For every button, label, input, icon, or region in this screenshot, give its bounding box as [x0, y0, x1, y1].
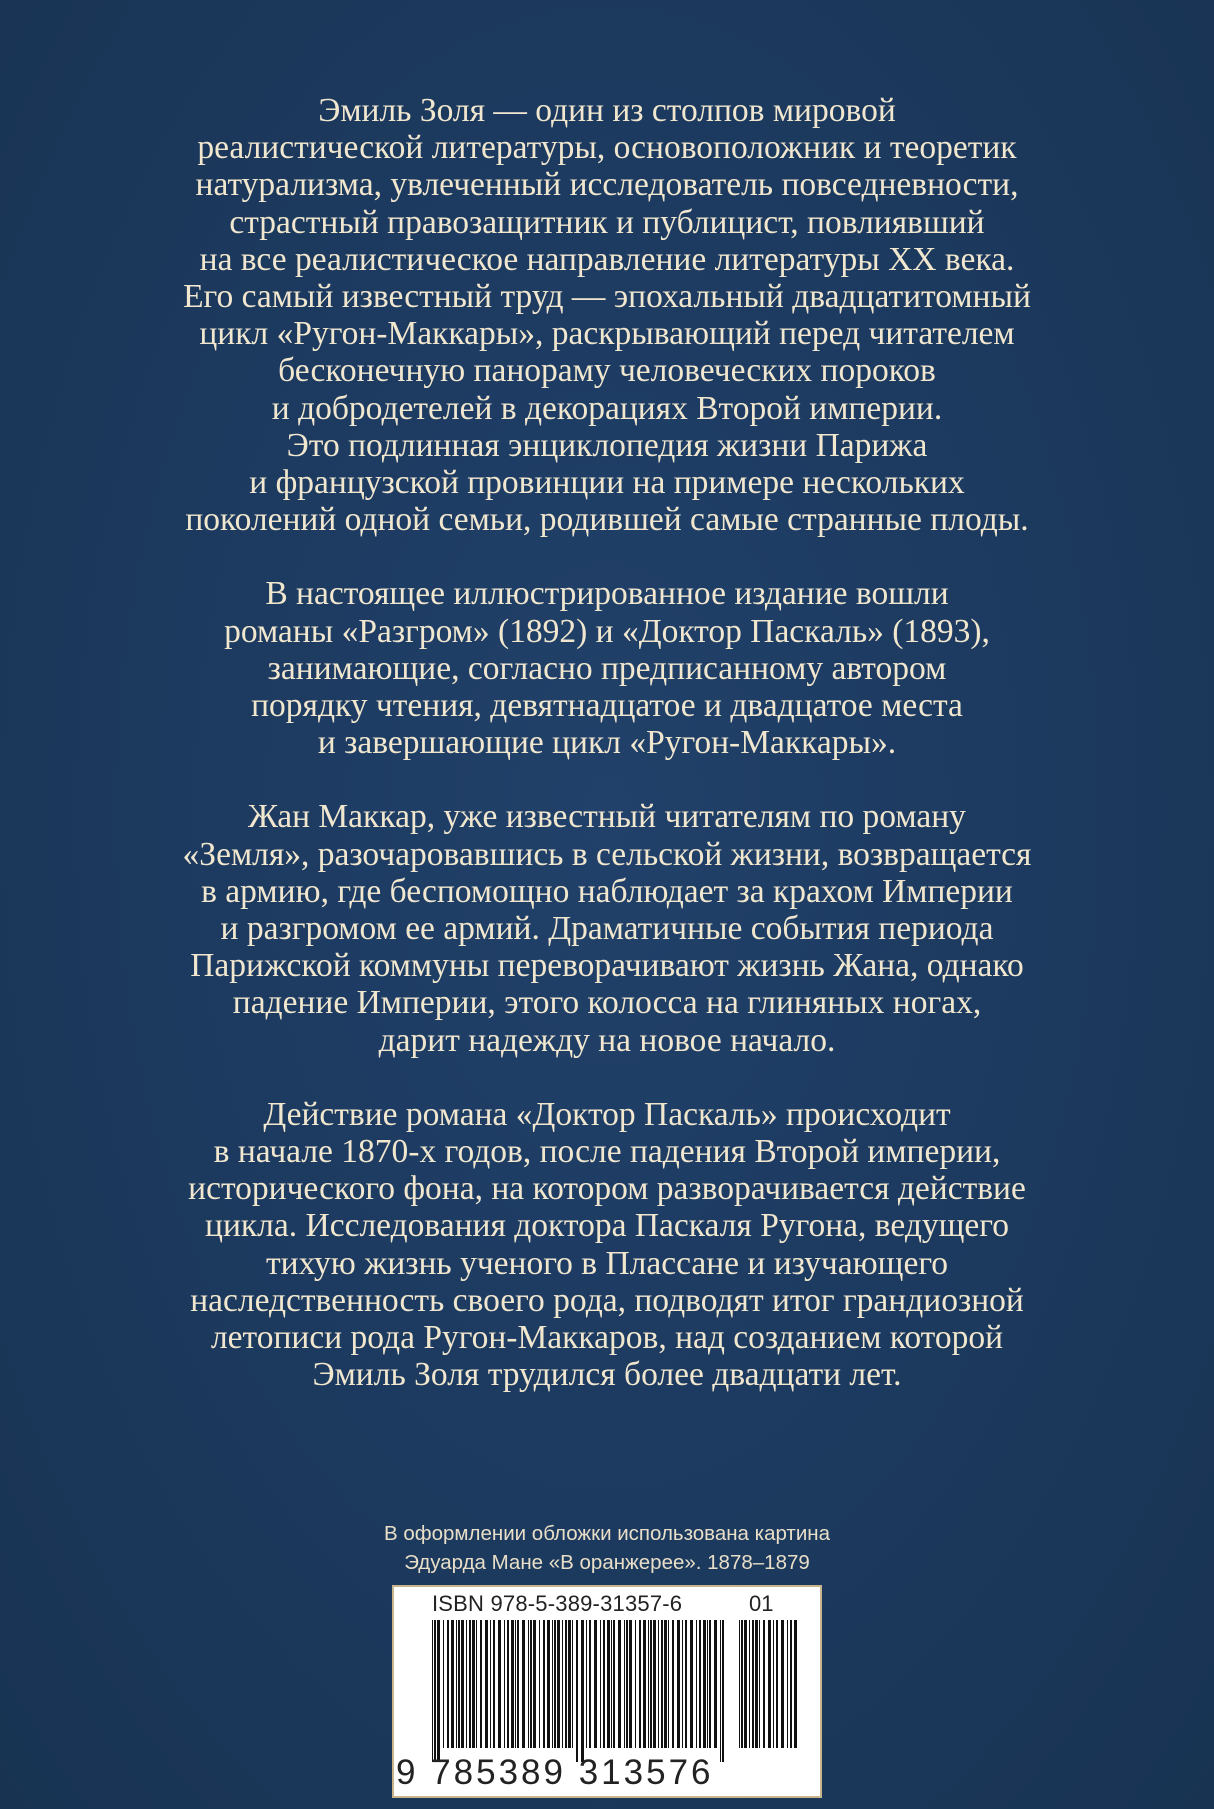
paragraph — [0, 575, 1214, 761]
barcode-bar — [739, 1620, 740, 1748]
barcode-bar — [511, 1620, 514, 1748]
barcode-bar — [618, 1620, 621, 1748]
barcode-bar — [790, 1620, 792, 1748]
barcode-bar — [664, 1620, 667, 1748]
text-line: падение Империи, этого колосса на глиняных ногах, — [232, 984, 982, 1022]
barcode-bar — [787, 1620, 788, 1748]
text-line: в начале 1870-х годов, после падения Второй империи, — [213, 1133, 1001, 1171]
barcode-bar — [581, 1620, 584, 1762]
barcode-bar — [554, 1620, 556, 1748]
barcode-bar — [469, 1620, 471, 1748]
barcode-bar — [461, 1620, 464, 1748]
text-line: цикл «Ругон-Маккары», раскрывающий перед читателем — [199, 315, 1015, 353]
barcode-bar — [635, 1620, 636, 1748]
text-line: «Земля», разочаровавшись в сельской жизни, возвращается — [182, 835, 1032, 873]
barcode-bar — [696, 1620, 697, 1748]
barcode-bar — [466, 1620, 467, 1748]
barcode-bar — [650, 1620, 652, 1748]
barcode-bar — [794, 1620, 797, 1748]
barcode-bar — [490, 1620, 491, 1748]
barcode-bar — [522, 1620, 525, 1748]
barcode-bar — [720, 1620, 721, 1762]
addon-label: 01 — [749, 1591, 774, 1616]
barcode-bar — [781, 1620, 784, 1748]
barcode-bar — [699, 1620, 701, 1748]
text-line: Жан Маккар, уже известный читателям по роману — [248, 798, 966, 836]
paragraph — [0, 1096, 1214, 1394]
barcode-bar — [572, 1620, 573, 1748]
barcode-bar — [547, 1620, 550, 1748]
barcode-bar — [557, 1620, 560, 1748]
barcode-bar — [685, 1620, 687, 1748]
barcode-bar — [528, 1620, 529, 1748]
barcode-bar — [507, 1620, 509, 1748]
barcode-bar — [677, 1620, 680, 1748]
isbn-barcode — [392, 1585, 822, 1798]
text-line: Парижской коммуны переворачивают жизнь Жана, однако — [190, 947, 1024, 985]
text-line: тихую жизнь ученого в Плассане и изучающего — [266, 1244, 948, 1282]
isbn-label: ISBN 978-5-389-31357-6 — [432, 1591, 683, 1616]
text-line: занимающие, согласно предписанному автором — [267, 649, 947, 687]
barcode-bar — [498, 1620, 501, 1748]
barcode-bar — [752, 1620, 754, 1748]
barcode-bar — [603, 1620, 605, 1748]
text-line: цикла. Исследования доктора Паскаля Ругона, ведущего — [205, 1207, 1009, 1245]
text-line: в армию, где беспомощно наблюдает за крахом Империи — [201, 872, 1013, 910]
barcode-bar — [672, 1620, 674, 1748]
text-line: В настоящее иллюстрированное издание вошли — [265, 575, 949, 613]
barcode-bar — [437, 1620, 440, 1762]
text-line: бесконечную панораму человеческих пороков — [278, 352, 936, 390]
barcode-bar — [759, 1620, 760, 1748]
text-line: натурализма, увлеченный исследователь повседневности, — [195, 166, 1019, 204]
barcode-bar — [749, 1620, 750, 1748]
barcode-bar — [768, 1620, 771, 1748]
text-line: Это подлинная энциклопедия жизни Парижа — [286, 426, 928, 464]
barcode-bar — [451, 1620, 454, 1748]
barcode-bar — [624, 1620, 625, 1748]
barcode-bar — [703, 1620, 706, 1748]
barcode-bar — [744, 1620, 747, 1748]
barcode-bar — [639, 1620, 641, 1748]
barcode-bar — [458, 1620, 460, 1748]
text-line: наследственность своего рода, подводят итог грандиозной — [190, 1281, 1024, 1319]
barcode-bar — [456, 1620, 457, 1748]
text-line: романы «Разгром» (1892) и «Доктор Паскаль» (1893), — [224, 612, 990, 650]
barcode-bar — [472, 1620, 475, 1748]
barcode-bar — [447, 1620, 449, 1748]
barcode-bar — [539, 1620, 540, 1748]
barcode-bar — [668, 1620, 669, 1748]
blurb-text — [0, 92, 1214, 1431]
text-line: страстный правозащитник и публицист, повлиявший — [229, 203, 985, 241]
text-line: Действие романа «Доктор Паскаль» происходит — [263, 1095, 951, 1133]
paragraph — [0, 798, 1214, 1058]
barcode-bar — [741, 1620, 743, 1748]
barcode-bar — [776, 1620, 778, 1748]
barcode-bar — [658, 1620, 659, 1748]
credit-line: Эдуарда Мане «В оранжерее». 1878–1879 — [404, 1551, 810, 1574]
text-line: дарит надежду на новое начало. — [378, 1021, 836, 1059]
barcode-bar — [530, 1620, 532, 1748]
barcode-bar — [607, 1620, 610, 1748]
barcode-bar — [600, 1620, 601, 1748]
cover-credit — [0, 1519, 1214, 1577]
text-line: летописи рода Ругон-Маккаров, над созданием которой — [210, 1319, 1004, 1357]
barcode-bar — [485, 1620, 488, 1748]
barcode-bar — [517, 1620, 519, 1748]
barcode-bar — [613, 1620, 615, 1748]
text-line: на все реалистическое направление литературы XX века. — [199, 240, 1015, 278]
text-line: и разгромом ее армий. Драматичные события периода — [220, 910, 994, 948]
barcode-bar — [586, 1620, 587, 1748]
barcode-bar — [576, 1620, 578, 1762]
text-line: поколений одной семьи, родившей самые странные плоды. — [185, 501, 1029, 539]
text-line: и французской провинции на примере нескольких — [249, 464, 965, 502]
barcode-bar — [653, 1620, 656, 1748]
text-line: порядку чтения, девятнадцатое и двадцатое места — [251, 687, 963, 725]
barcode-bar — [707, 1620, 708, 1748]
text-line: и добродетелей в декорациях Второй империи. — [271, 389, 943, 427]
barcode-bar — [763, 1620, 765, 1748]
barcode-bars — [432, 1620, 727, 1762]
barcode-bar — [504, 1620, 505, 1748]
barcode-bar — [643, 1620, 646, 1748]
barcode-bar — [434, 1620, 436, 1762]
barcode-bar — [515, 1620, 516, 1748]
barcode-bar — [611, 1620, 612, 1748]
barcode-bar — [714, 1620, 717, 1748]
barcode-bar — [773, 1620, 774, 1748]
barcode-bar — [661, 1620, 663, 1748]
barcode-bar — [690, 1620, 693, 1748]
barcode-bar — [493, 1620, 495, 1748]
text-line: Эмиль Золя трудился более двадцати лет. — [312, 1356, 902, 1394]
addon-barcode-bars — [739, 1620, 801, 1762]
barcode-bar — [629, 1620, 632, 1748]
barcode-bar — [562, 1620, 563, 1748]
barcode-bar — [682, 1620, 683, 1748]
barcode-bar — [722, 1620, 724, 1762]
text-line: Его самый известный труд — эпохальный двадцатитомный — [183, 278, 1031, 316]
text-line: исторического фона, на котором разворачивается действие — [188, 1170, 1026, 1208]
barcode-bar — [594, 1620, 597, 1748]
paragraph — [0, 92, 1214, 538]
barcode-bar — [755, 1620, 758, 1748]
text-line: и завершающие цикл «Ругон-Маккары». — [317, 724, 897, 762]
credit-line: В оформлении обложки использована картина — [383, 1522, 830, 1545]
barcode-bar — [480, 1620, 482, 1748]
barcode-bar — [589, 1620, 591, 1748]
barcode-bar — [543, 1620, 545, 1748]
barcode-bar — [568, 1620, 571, 1748]
barcode-bar — [648, 1620, 649, 1748]
text-line: реалистической литературы, основоположник и теоретик — [197, 129, 1017, 167]
barcode-bar — [552, 1620, 553, 1748]
barcode-bar — [432, 1620, 433, 1762]
barcode-bar — [709, 1620, 711, 1748]
barcode-digits: 9 785389 313576 — [396, 1753, 714, 1792]
barcode-bar — [533, 1620, 536, 1748]
barcode-bar — [626, 1620, 628, 1748]
text-line: Эмиль Золя — один из столпов мировой — [318, 92, 896, 129]
barcode-bar — [443, 1620, 444, 1748]
barcode-bar — [565, 1620, 567, 1748]
barcode-bar — [476, 1620, 477, 1748]
